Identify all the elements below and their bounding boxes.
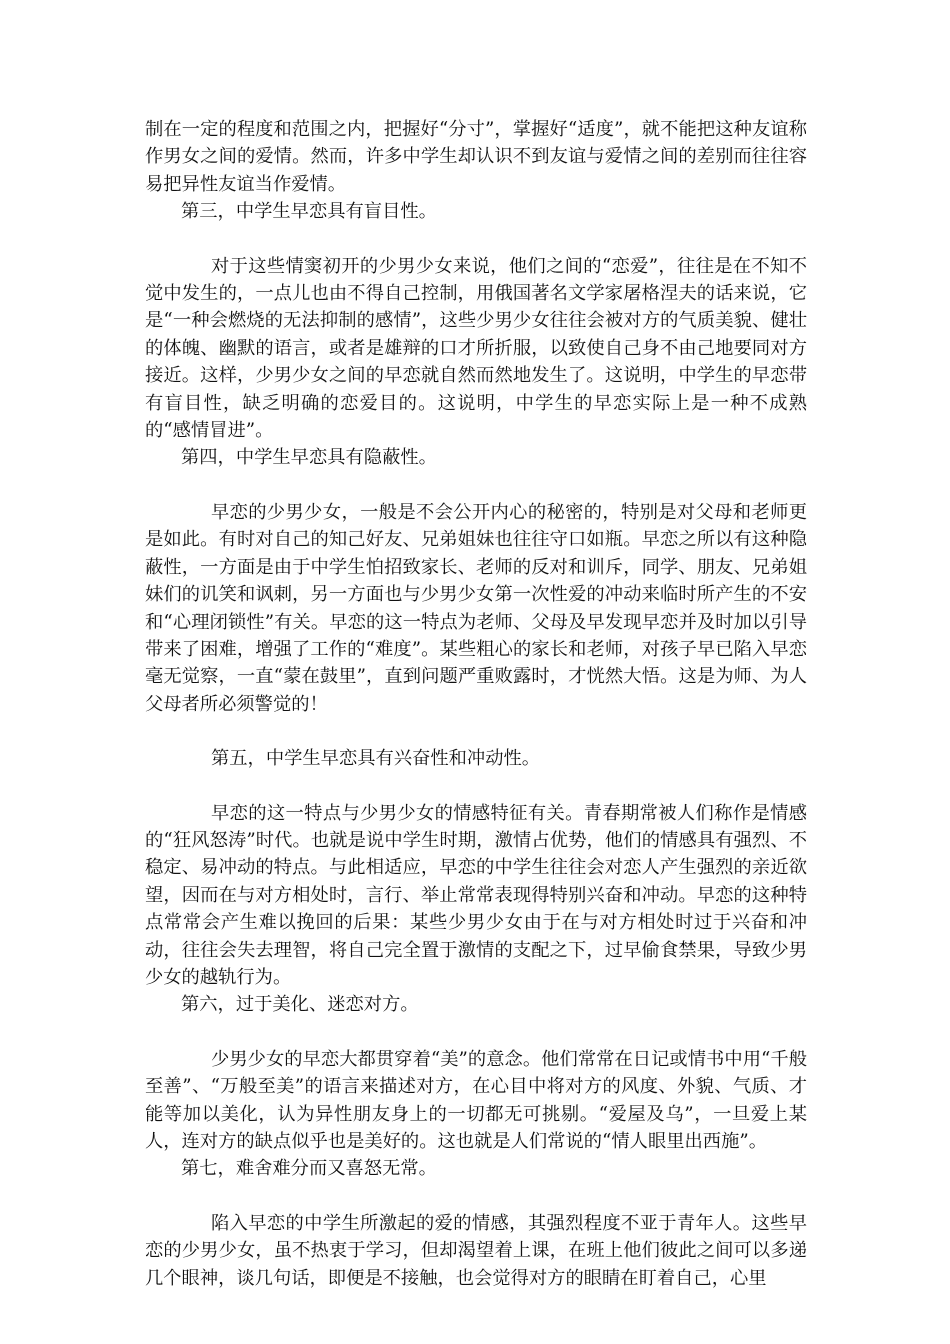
paragraph-idealization: 少男少女的早恋大都贯穿着“美”的意念。他们常常在日记或情书中用“千般至善”、“万般至美”的语言来描述对方，在心目中将对方的风度、外貌、气质、才能等加以美化，认为异性朋友身上的一切都无可挑剔。“爱屋及乌”，一旦爱上某人，连对方的缺点似乎也是美好的。这也就是人们常说的“情人眼里出西施”。: [145, 1048, 807, 1152]
paragraph-inseparable: 陷入早恋的中学生所激起的爱的情感，其强烈程度不亚于青年人。这些早恋的少男少女，虽不热衷于学习，但却渴望着上课，在班上他们彼此之间可以多递几个眼神，谈几句话，即便是不接触，也会觉得对方的眼睛在盯着自己，心里: [145, 1212, 807, 1289]
paragraph-concealment: 早恋的少男少女，一般是不会公开内心的秘密的，特别是对父母和老师更是如此。有时对自己的知己好友、兄弟姐妹也往往守口如瓶。早恋之所以有这种隐蔽性，一方面是由于中学生怕招致家长、老师的反对和训斥，同学、朋友、兄弟姐妹们的讥笑和讽刺，另一方面也与少男少女第一次性爱的冲动来临时所产生的不安和“心理闭锁性”有关。早恋的这一特点为老师、父母及早发现早恋并及时加以引导带来了困难，增强了工作的“难度”。某些粗心的家长和老师，对孩子早已陷入早恋毫无觉察，一直“蒙在鼓里”，直到问题严重败露时，才恍然大悟。这是为师、为人父母者所必须警觉的！: [145, 501, 807, 715]
heading-seventh: 第七，难舍难分而又喜怒无常。: [181, 1158, 437, 1180]
heading-sixth: 第六，过于美化、迷恋对方。: [181, 994, 419, 1016]
heading-fourth: 第四，中学生早恋具有隐蔽性。: [181, 447, 437, 469]
document-body: [145, 116, 807, 1292]
heading-third: 第三，中学生早恋具有盲目性。: [181, 201, 437, 223]
paragraph-friendship: 制在一定的程度和范围之内，把握好“分寸”，掌握好“适度”，就不能把这种友谊称作男女之间的爱情。然而，许多中学生却认识不到友谊与爱情之间的差别而往往容易把异性友谊当作爱情。: [145, 119, 807, 195]
paragraph-excitement: 早恋的这一特点与少男少女的情感特征有关。青春期常被人们称作是情感的“狂风怒涛”时代。也就是说中学生时期，激情占优势，他们的情感具有强烈、不稳定、易冲动的特点。与此相适应，早恋的中学生往往会对恋人产生强烈的亲近欲望，因而在与对方相处时，言行、举止常常表现得特别兴奋和冲动。早恋的这种特点常常会产生难以挽回的后果：某些少男少女由于在与对方相处时过于兴奋和冲动，往往会失去理智，将自己完全置于激情的支配之下，过早偷食禁果，导致少男少女的越轨行为。: [145, 802, 807, 988]
heading-fifth: 第五，中学生早恋具有兴奋性和冲动性。: [211, 748, 541, 770]
paragraph-blindness: 对于这些情窦初开的少男少女来说，他们之间的“恋爱”，往往是在不知不觉中发生的，一点儿也由不得自己控制，用俄国著名文学家屠格涅夫的话来说，它是“一种会燃烧的无法抑制的感情”，这些少男少女往往会被对方的气质美貌、健壮的体魄、幽默的语言，或者是雄辩的口才所折服，以致使自己身不由己地要同对方接近。这样，少男少女之间的早恋就自然而然地发生了。这说明，中学生的早恋带有盲目性，缺乏明确的恋爱目的。这说明，中学生的早恋实际上是一种不成熟的“感情冒进”。: [145, 255, 807, 442]
